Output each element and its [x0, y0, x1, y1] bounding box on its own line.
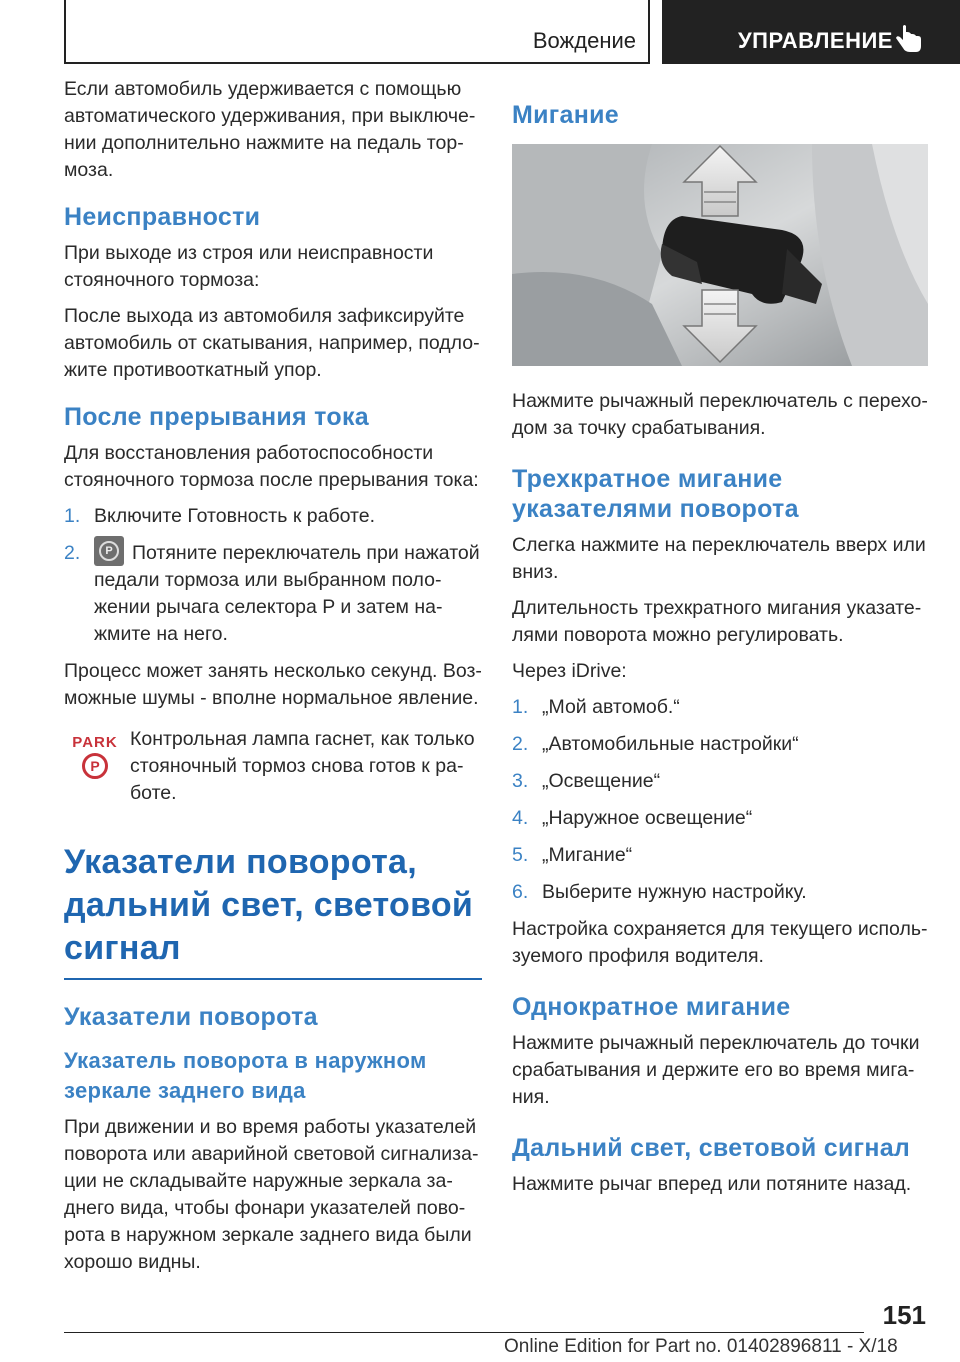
blinking-heading: Мигание	[512, 101, 619, 129]
single-blink-paragraph: Нажмите рычажный переключатель до точки срабатывания и держите его во время мигания.	[512, 1032, 920, 1108]
page-number: 151	[882, 1300, 926, 1330]
malfunction-paragraph-2: После выхода из автомобиля зафиксируйте автомобиль от скатывания, например, подложите противооткатный упор.	[64, 305, 480, 381]
malfunction-paragraph-1: При выходе из строя или неисправности стояночного тормоза:	[64, 242, 434, 291]
triple-paragraph-4: Настройка сохраняется для текущего используемого профиля водителя.	[512, 918, 928, 967]
triple-paragraph-3: Через iDrive:	[512, 660, 627, 682]
step-number: 4.	[512, 807, 529, 829]
power-paragraph-2: Процесс может занять несколько секунд. Возможные шумы - вполне нормальное явление.	[64, 660, 482, 709]
step-text: „Автомобильные настройки“	[542, 733, 799, 755]
step-text: „Мой автомоб.“	[542, 696, 680, 718]
list-item	[512, 842, 930, 869]
intro-paragraph: Если автомобиль удерживается с помощью автоматического удерживания, при выключении дополнительно нажмите на педаль тормоза.	[64, 78, 476, 181]
step-text: „Мигание“	[542, 844, 633, 866]
footer-rule	[64, 1332, 864, 1333]
blinking-paragraph: Нажмите рычажный переключатель с переходом за точку срабатывания.	[512, 390, 928, 439]
park-indicator-note	[64, 726, 482, 807]
mirror-indicator-heading: Указатель поворота в наружном зеркале заднего вида	[64, 1048, 427, 1103]
list-item	[512, 805, 930, 832]
turn-signal-lever-image	[512, 144, 928, 366]
park-label: PARK	[72, 734, 118, 751]
step-number: 2.	[64, 542, 81, 564]
high-beam-heading: Дальний свет, световой сигнал	[512, 1134, 911, 1162]
list-item	[512, 879, 930, 906]
mirror-paragraph: При движении и во время работы указателей поворота или аварийной световой сигнализации не складывайте наружные зеркала заднего вида, чтобы фонари указателей поворота в наружном зеркале заднего вида были хорошо видны.	[64, 1116, 479, 1273]
step-number: 6.	[512, 881, 529, 903]
list-item	[64, 503, 482, 530]
chapter-title: Указатели поворота, дальний свет, световой сигнал	[64, 843, 474, 967]
park-warning-icon	[70, 734, 120, 782]
power-steps-list	[64, 503, 482, 648]
triple-blink-heading: Трехкратное мигание указателями поворота	[512, 465, 799, 523]
list-item	[64, 540, 482, 648]
left-column	[64, 76, 482, 1285]
parking-brake-symbol: P	[99, 541, 119, 561]
power-paragraph-1: Для восстановления работоспособности стояночного тормоза после прерывания тока:	[64, 442, 479, 491]
parking-brake-button-icon	[94, 536, 124, 566]
triple-paragraph-2: Длительность трехкратного мигания указателями поворота можно регулировать.	[512, 597, 922, 646]
step-text: Включите Готовность к работе.	[94, 505, 376, 527]
footer-edition: Online Edition for Part no. 01402896811 - X/18	[504, 1336, 898, 1357]
header-chapter-box	[662, 0, 960, 64]
header-chapter-title: УПРАВЛЕНИЕ	[738, 28, 893, 53]
step-number: 5.	[512, 844, 529, 866]
park-note-text: Контрольная лампа гаснет, как только стояночный тормоз снова готов к работе.	[130, 728, 475, 804]
triple-paragraph-1: Слегка нажмите на переключатель вверх или вниз.	[512, 534, 926, 583]
turn-signals-heading: Указатели поворота	[64, 1003, 318, 1031]
header-section-box	[64, 0, 650, 64]
step-text: „Освещение“	[542, 770, 661, 792]
power-interruption-heading: После прерывания тока	[64, 403, 369, 431]
step-number: 1.	[64, 505, 81, 527]
step-text: „Наружное освещение“	[542, 807, 753, 829]
list-item	[512, 731, 930, 758]
step-number: 3.	[512, 770, 529, 792]
high-beam-paragraph: Нажмите рычаг вперед или потяните назад.	[512, 1173, 912, 1195]
park-symbol: P	[82, 753, 108, 779]
malfunction-heading: Неисправности	[64, 203, 261, 231]
list-item	[512, 694, 930, 721]
single-blink-heading: Однократное мигание	[512, 993, 791, 1021]
list-item	[512, 768, 930, 795]
step-text: Выберите нужную настройку.	[542, 881, 807, 903]
right-column	[512, 76, 930, 1207]
step-number: 2.	[512, 733, 529, 755]
header-section-title: Вождение	[532, 28, 636, 53]
step-number: 1.	[512, 696, 529, 718]
idrive-steps-list	[512, 694, 930, 906]
chapter-title-rule	[64, 978, 482, 980]
pointing-hand-icon	[894, 24, 924, 54]
step-text: Потяните переключатель при нажатой педали тормоза или выбранном положении рычага селектора P и затем нажмите на него.	[94, 542, 480, 645]
